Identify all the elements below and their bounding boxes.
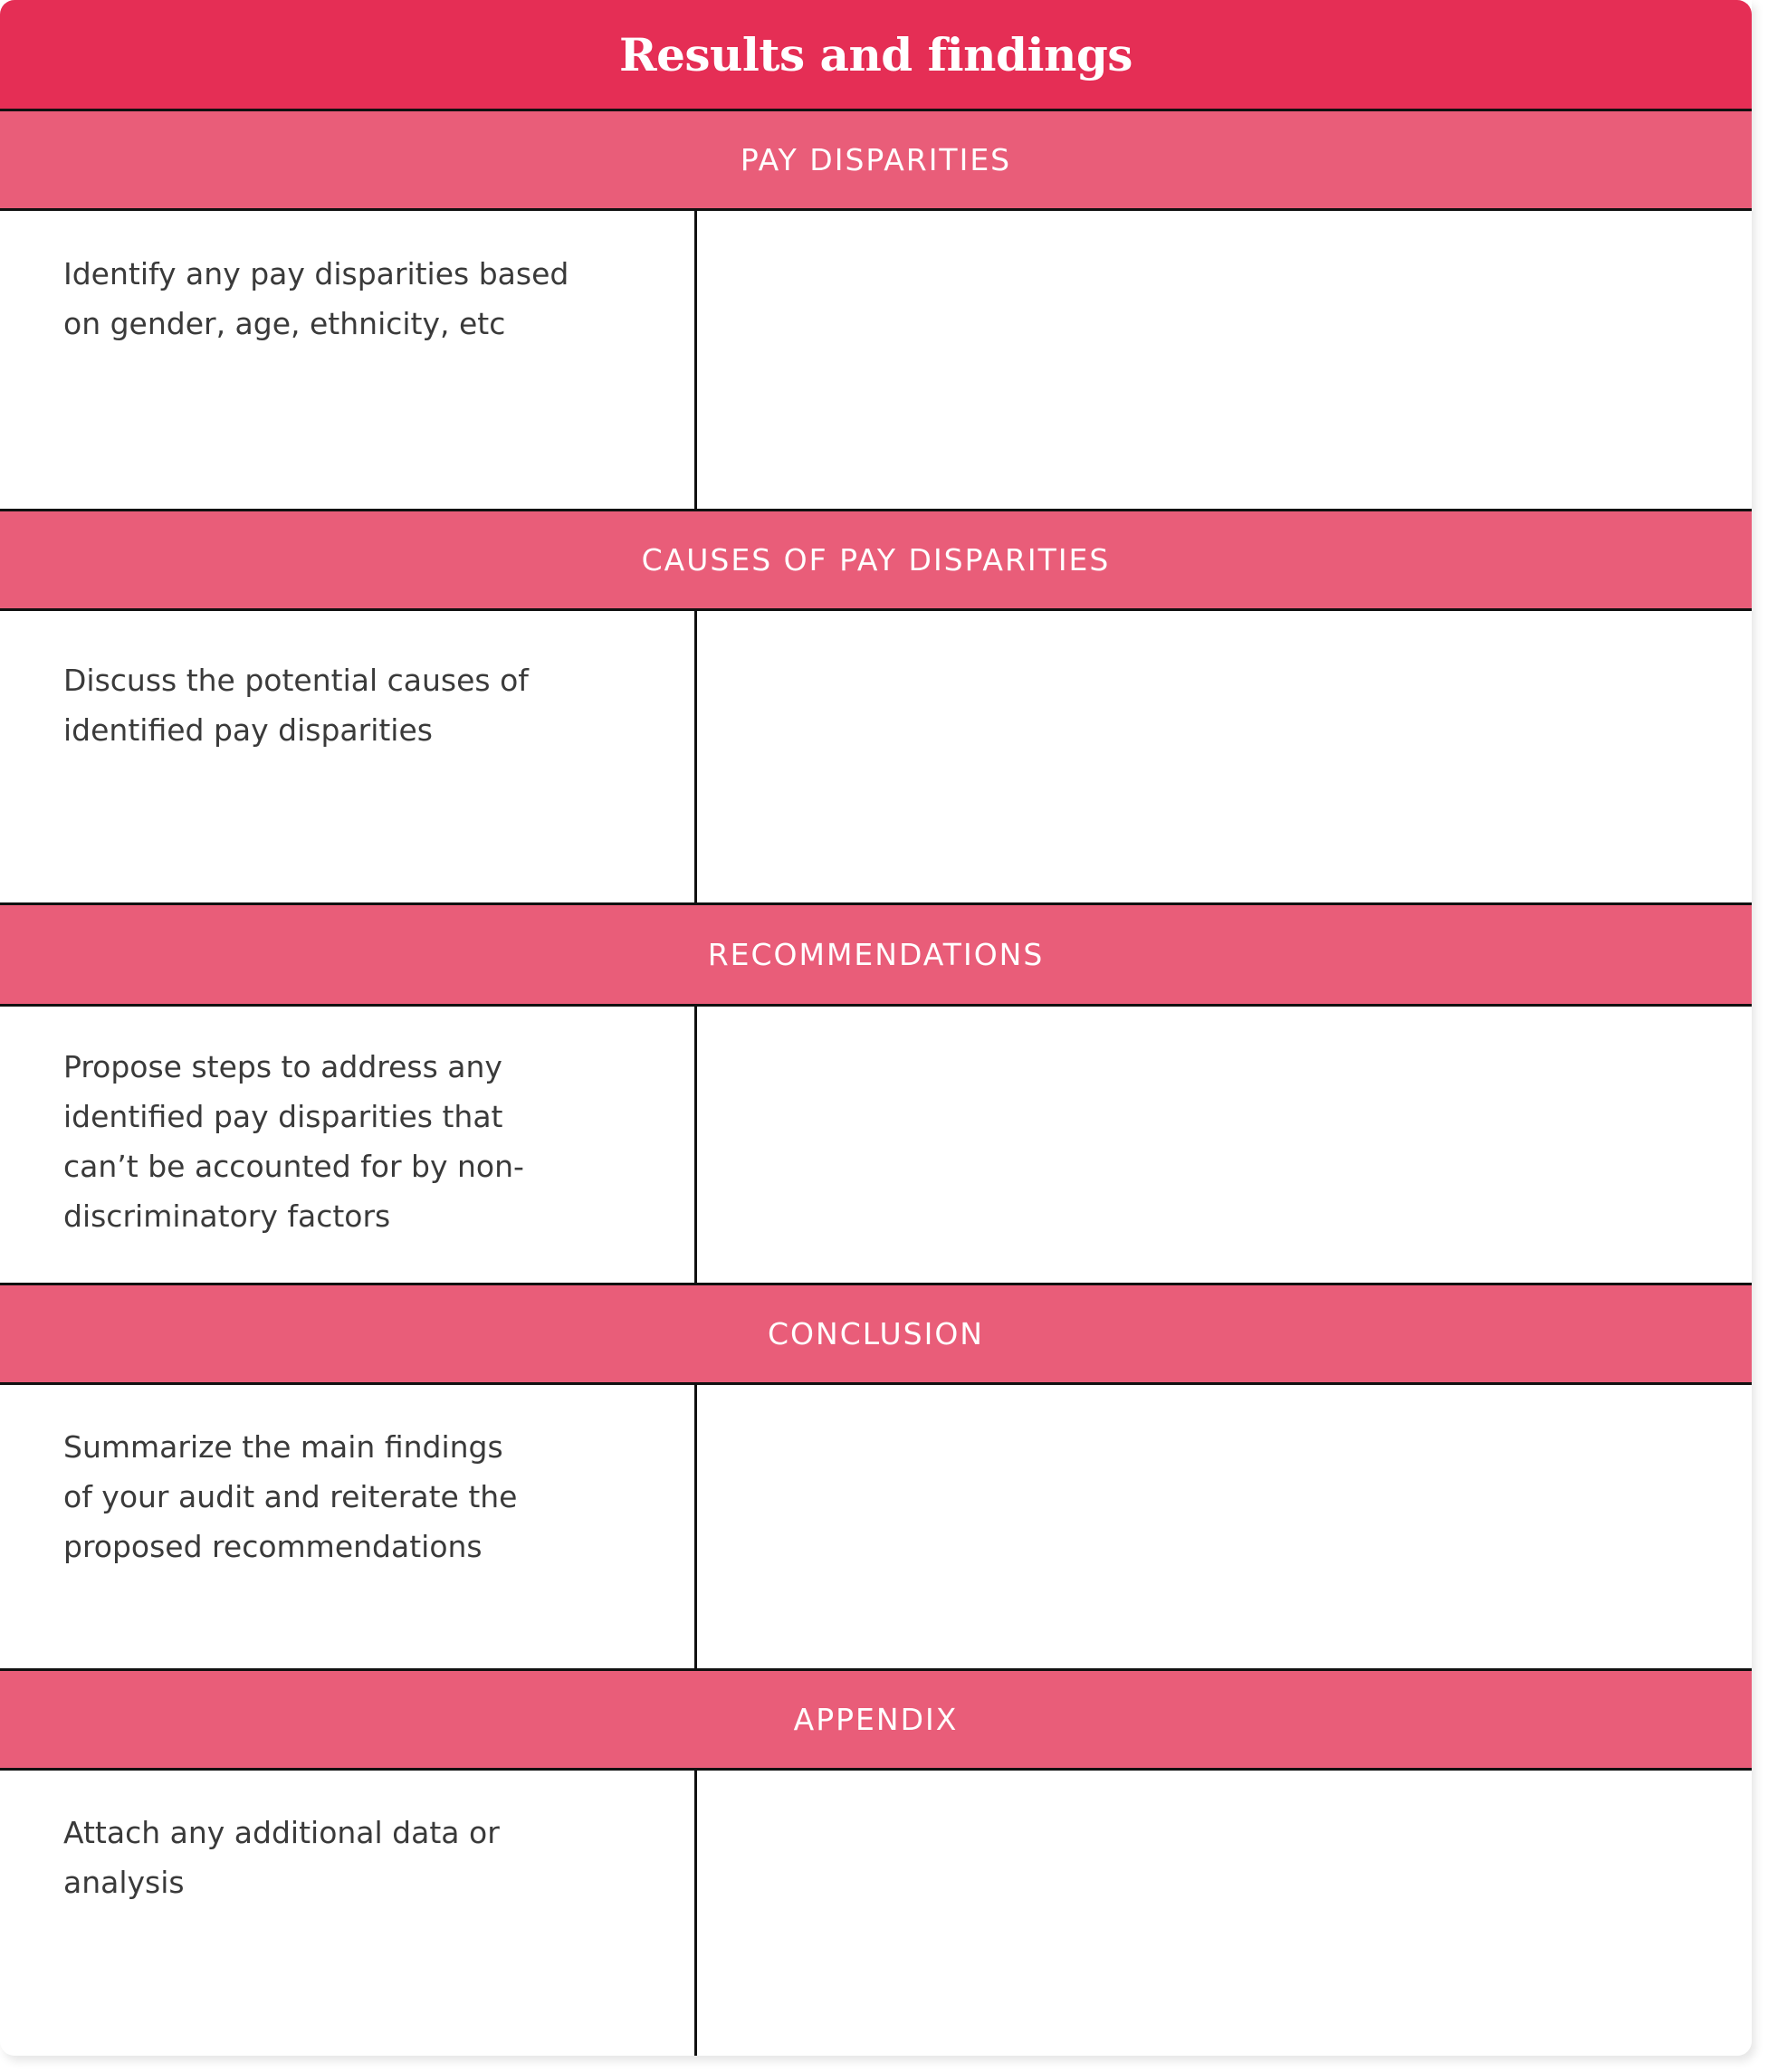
section-heading-pay-disparities: PAY DISPARITIES [0,111,1752,208]
section-heading-recommendations: RECOMMENDATIONS [0,905,1752,1004]
response-field-conclusion[interactable] [697,1385,1752,1668]
prompt-appendix: Attach any additional data or analysis [63,1815,500,1900]
form-title: Results and findings [0,0,1752,109]
prompt-recommendations: Propose steps to address any identified pay disparities that can’t be accounted for by non- discriminatory factors [63,1049,524,1234]
prompt-conclusion: Summarize the main findings of your audit and reiterate the proposed recommendations [63,1429,518,1564]
response-field-pay-disparities[interactable] [697,211,1752,509]
response-field-appendix[interactable] [697,1771,1752,2056]
section-heading-causes-of-pay-disparities: CAUSES OF PAY DISPARITIES [0,511,1752,608]
response-field-causes-of-pay-disparities[interactable] [697,611,1752,902]
prompt-pay-disparities: Identify any pay disparities based on gender, age, ethnicity, etc [63,256,569,341]
section-heading-conclusion: CONCLUSION [0,1285,1752,1382]
prompt-causes-of-pay-disparities: Discuss the potential causes of identified pay disparities [63,663,529,748]
section-heading-appendix: APPENDIX [0,1671,1752,1768]
response-field-recommendations[interactable] [697,1007,1752,1283]
